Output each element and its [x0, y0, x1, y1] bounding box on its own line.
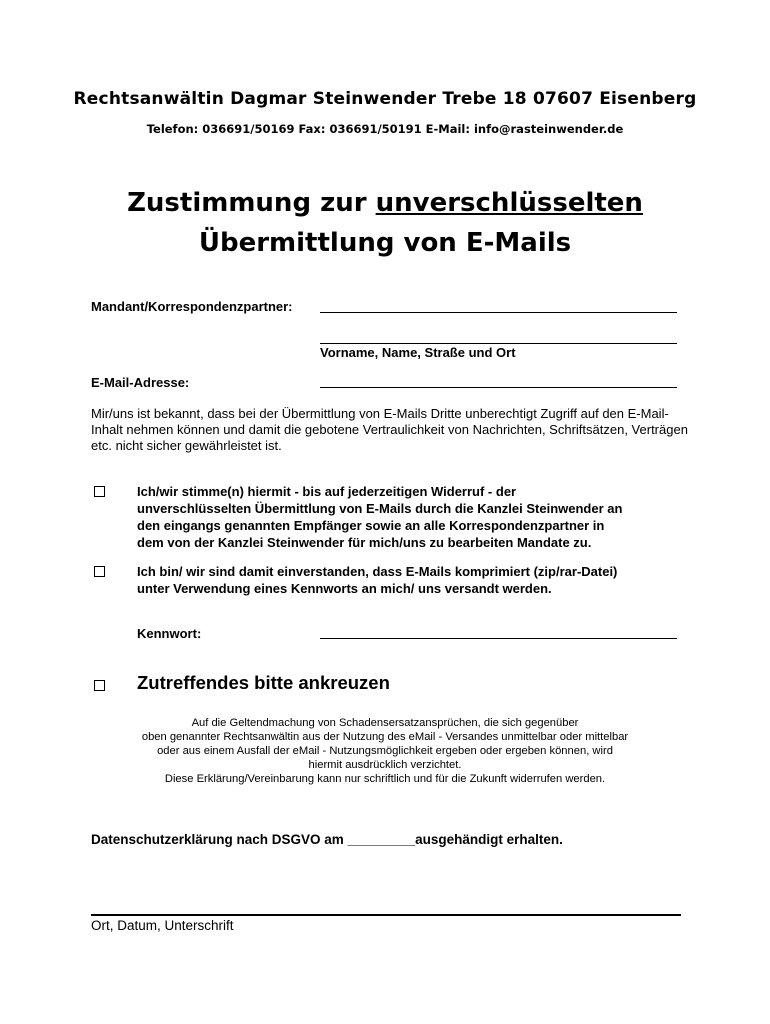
password-line[interactable] — [320, 638, 677, 639]
letterhead-contact: Telefon: 036691/50169 Fax: 036691/50191 E-Mail: info@rasteinwender.de — [146, 122, 624, 136]
signature-line[interactable] — [91, 914, 681, 916]
intro-paragraph: Mir/uns ist bekannt, dass bei der Übermittlung von E-Mails Dritte unberechtigt Zugriff auf den E-Mail-Inhalt nehmen können und damit die gebotene Vertraulichkeit von Nachrichten, Schriftsätzen, Verträgen etc. nicht sicher gewährleistet ist. — [91, 406, 688, 453]
tick-instruction-checkbox[interactable] — [94, 680, 105, 691]
client-caption: Vorname, Name, Straße und Ort — [320, 345, 516, 360]
option2-checkbox[interactable] — [94, 566, 105, 577]
dsgvo-before: Datenschutzerklärung nach DSGVO am — [91, 832, 348, 847]
option1-checkbox[interactable] — [94, 486, 105, 497]
option1-line: Ich/wir stimme(n) hiermit - bis auf jederzeitigen Widerruf - der — [137, 484, 517, 499]
disclaimer-line: Auf die Geltendmachung von Schadensersatzansprüchen, die sich gegenüber — [191, 717, 579, 729]
option1-line: dem von der Kanzlei Steinwender für mich/uns zu bearbeiten Mandate zu. — [137, 535, 592, 550]
option1-line: den eingangs genannten Empfänger sowie an alle Korrespondenzpartner in — [137, 518, 605, 533]
option1-text — [137, 483, 697, 551]
password-label: Kennwort: — [137, 626, 202, 641]
client-label: Mandant/Korrespondenzpartner: — [91, 299, 293, 314]
dsgvo-statement — [91, 832, 563, 847]
document-title-line2: Übermittlung von E-Mails — [198, 228, 572, 258]
disclaimer-line: Diese Erklärung/Vereinbarung kann nur schriftlich und für die Zukunft widerrufen werden. — [164, 773, 606, 785]
option2-line: unter Verwendung eines Kennworts an mich/ uns versandt werden. — [137, 581, 552, 596]
disclaimer-line: hiermit ausdrücklich verzichtet. — [308, 759, 462, 771]
email-line[interactable] — [320, 387, 677, 388]
disclaimer-line: oder aus einem Ausfall der eMail - Nutzungsmöglichkeit ergeben oder ergeben können, wird — [157, 745, 613, 757]
title-underlined: unverschlüsselten — [375, 188, 643, 218]
letterhead-name: Rechtsanwältin Dagmar Steinwender Trebe 18 07607 Eisenberg — [73, 89, 697, 109]
client-line-2[interactable] — [320, 343, 677, 344]
dsgvo-after: ausgehändigt erhalten. — [415, 832, 563, 847]
option1-line: unverschlüsselten Übermittlung von E-Mails durch die Kanzlei Steinwender an — [137, 501, 623, 516]
email-label: E-Mail-Adresse: — [91, 375, 190, 390]
dsgvo-date-blank[interactable]: _________ — [347, 832, 416, 847]
signature-caption: Ort, Datum, Unterschrift — [91, 918, 234, 933]
disclaimer-line: oben genannter Rechtsanwältin aus der Nutzung des eMail - Versandes unmittelbar oder mittelbar — [141, 731, 629, 743]
document-title — [0, 186, 770, 220]
title-part1: Zustimmung zur — [127, 188, 376, 218]
tick-instruction: Zutreffendes bitte ankreuzen — [137, 672, 390, 693]
option2-text — [137, 563, 697, 597]
client-line-1[interactable] — [320, 312, 677, 313]
option2-line: Ich bin/ wir sind damit einverstanden, dass E-Mails komprimiert (zip/rar-Datei) — [137, 564, 618, 579]
